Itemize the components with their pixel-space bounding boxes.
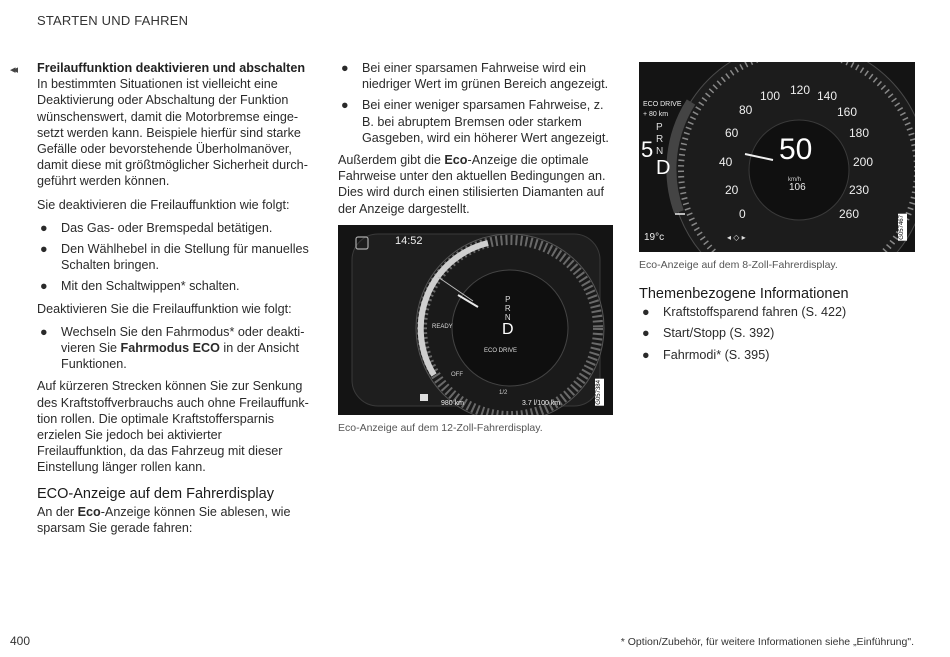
list-item: ● Wechseln Sie den Fahrmodus* oder deaktivieren Sie Fahrmodus ECO in der Ansicht Funktionen. — [40, 324, 305, 372]
related-list — [639, 304, 914, 363]
tick-0: 0 — [739, 207, 746, 221]
speed-unit: km/h — [788, 177, 802, 183]
bullet-icon: ● — [40, 242, 48, 257]
tick-40: 40 — [719, 155, 733, 169]
related-title: Themenbezogene Informationen — [639, 286, 849, 303]
outside-temperature: 19°c — [644, 232, 665, 243]
bullet-icon: ● — [341, 61, 349, 75]
list-item: ● Bei einer weniger sparsamen Fahrweise, z. B. bei abruptem Bremsen oder starkem Gasgeben, wird ein höherer Wert angezeigt. — [341, 98, 609, 145]
list-item: ● Bei einer sparsamen Fahrweise wird ein niedriger Wert im grünen Bereich angezeigt. — [341, 61, 609, 92]
related-link[interactable]: ● Start/Stopp (S. 392) — [642, 326, 775, 341]
tick-100: 100 — [760, 89, 781, 103]
column-left — [37, 60, 309, 543]
list-item: ● Mit den Schaltwippen* schalten. — [40, 279, 240, 294]
tick-20: 20 — [725, 183, 739, 197]
bullet-icon: ● — [642, 326, 650, 341]
range-value: 980 km — [441, 399, 464, 407]
figure-8-inch-display — [639, 62, 915, 252]
paragraph: An der Eco-Anzeige können Sie ablesen, wie sparsam Sie gerade fahren: — [37, 504, 291, 535]
bullet-icon: ● — [341, 98, 349, 113]
figure-id: G057384 — [596, 379, 602, 405]
bullet-list — [338, 60, 614, 146]
bullet-icon: ● — [40, 324, 48, 339]
tick-140: 140 — [817, 89, 838, 103]
consumption-value: 3.7 l/100 km — [522, 399, 561, 407]
clock-time: 14:52 — [395, 234, 423, 247]
speed-value: 50 — [779, 133, 813, 166]
related-link[interactable]: ● Kraftstoffsparend fahren (S. 422) — [642, 305, 847, 320]
bullet-icon: ● — [642, 305, 650, 320]
page-header: STARTEN UND FAHREN — [37, 13, 189, 28]
paragraph: Auf kürzeren Strecken können Sie zur Senkung des Kraftstoffverbrauchs auch ohne Freilauffunktion rollen. Die optimale Kraftstoffersparnis erzielen Sie jedoch bei aktivierter Freilauffunktion, da das Fahrzeug mit dieser Einstellung länger rollen kann. — [37, 379, 309, 475]
bullet-icon: ● — [642, 347, 650, 362]
eco-drive-label: ECO DRIVE — [643, 101, 682, 108]
off-label: OFF — [451, 371, 463, 378]
paragraph: Außerdem gibt die Eco-Anzeige die optimale Fahrweise unter den aktuellen Bedingungen an. Dies wird durch einen stilisierten Diamanten auf der Anzeige dargestellt. — [338, 153, 606, 216]
tick-60: 60 — [725, 126, 739, 140]
tick-180: 180 — [849, 126, 870, 140]
odometer-value: 106 — [789, 182, 806, 193]
eco-heading: ECO-Anzeige auf dem Fahrerdisplay — [37, 485, 274, 502]
gear-indicator: P R N D — [502, 294, 514, 338]
gear-indicator: P R N D — [656, 122, 671, 179]
figure-caption: Eco-Anzeige auf dem 12-Zoll-Fahrerdisplay. — [338, 421, 543, 434]
tick-230: 230 — [849, 183, 870, 197]
page-number: 400 — [10, 634, 31, 648]
driver-display-12-inch — [338, 225, 613, 415]
bullet-list — [37, 220, 309, 295]
figure-caption: Eco-Anzeige auf dem 8-Zoll-Fahrerdisplay. — [639, 259, 838, 271]
tick-160: 160 — [837, 105, 858, 119]
list-item: ● Das Gas- oder Bremspedal betätigen. — [40, 220, 273, 235]
half-label: 1/2 — [499, 389, 508, 396]
paragraph: In bestimmten Situationen ist vielleicht eine Deaktivierung oder Abschaltung der Funktion wünschenswert, damit die Motorbremse eingesetzt werden kann. Beispiele hierfür sind starke Gefälle oder bevorstehende Überholmanöver, damit diese mit größtmöglicher Sicherheit durchgeführt werden können. — [37, 77, 308, 189]
eco-range-value: + 80 km — [643, 111, 669, 118]
back-arrows-icon[interactable]: ◂◂ — [10, 64, 16, 76]
tick-80: 80 — [739, 103, 753, 117]
eco-drive-label: ECO DRIVE — [484, 347, 518, 354]
bullet-list — [37, 324, 309, 373]
figure-id: G057467 — [899, 215, 905, 240]
column-middle — [338, 60, 614, 436]
tick-200: 200 — [853, 155, 874, 169]
list-item: ● Den Wählhebel in die Stellung für manuelles Schalten bringen. — [40, 242, 309, 273]
paragraph: Sie deaktivieren die Freilauffunktion wie folgt: — [37, 197, 290, 212]
tick-120: 120 — [790, 83, 811, 97]
gear-number: 5 — [641, 137, 654, 162]
figure-12-inch-display — [338, 225, 613, 415]
navigation-arrows-icon: ◂ ◇ ▸ — [727, 233, 746, 242]
bullet-icon: ● — [40, 220, 48, 235]
section-title: Freilauffunktion deaktivieren und abschalten — [37, 61, 306, 75]
column-right — [639, 60, 914, 369]
footer-note: * Option/Zubehör, für weitere Informationen siehe „Einführung". — [620, 636, 914, 648]
tick-260: 260 — [839, 207, 860, 221]
ready-label: READY — [432, 323, 453, 330]
bullet-icon: ● — [40, 279, 48, 294]
paragraph: Deaktivieren Sie die Freilauffunktion wie folgt: — [37, 301, 292, 316]
related-link[interactable]: ● Fahrmodi* (S. 395) — [642, 347, 770, 362]
